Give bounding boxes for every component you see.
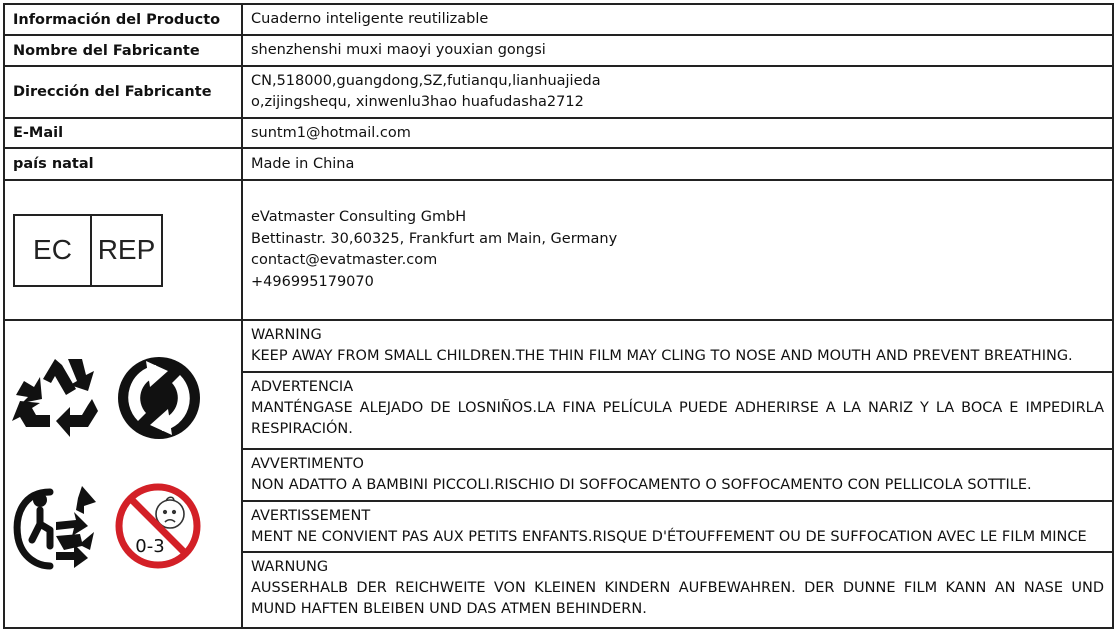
manufacturer-address: [242, 66, 1113, 118]
ec-label: EC: [15, 216, 92, 285]
product-name: Cuaderno inteligente reutilizable: [242, 4, 1113, 35]
warning-title: AVVERTIMENTO: [251, 456, 364, 472]
warning-es: [242, 372, 1113, 449]
ec-rep-cell: [4, 180, 242, 320]
warning-title: WARNING: [251, 327, 322, 343]
table-row: [4, 118, 1113, 148]
rep-email: contact@evatmaster.com: [251, 252, 438, 268]
warning-fr: [242, 501, 1113, 552]
ec-rep-symbol: [13, 214, 163, 287]
age-warning-icon: [114, 482, 202, 570]
email-value: suntm1@hotmail.com: [242, 118, 1113, 148]
warning-title: WARNUNG: [251, 559, 329, 575]
rep-phone: +496995179070: [251, 273, 374, 290]
warning-de: [242, 552, 1113, 628]
address-line: CN,518000,guangdong,SZ,futianqu,lianhuajieda: [251, 73, 601, 89]
warning-title: AVERTISSEMENT: [251, 508, 371, 524]
row-label: E-Mail: [4, 118, 242, 148]
warning-text: NON ADATTO A BAMBINI PICCOLI.RISCHIO DI SOFFOCAMENTO O SOFFOCAMENTO CON PELLICOLA SOTTILE.: [251, 477, 1032, 493]
warning-text: MENT NE CONVIENT PAS AUX PETITS ENFANTS.RISQUE D'ÉTOUFFEMENT OU DE SUFFOCATION AVEC LE FILM MINCE: [251, 529, 1087, 545]
recycling-icon: [10, 355, 100, 439]
warning-title: ADVERTENCIA: [251, 379, 354, 395]
row-label: Dirección del Fabricante: [4, 66, 242, 118]
address-line: o,zijingshequ, xinwenlu3hao huafudasha2712: [251, 94, 584, 110]
warning-it: [242, 449, 1113, 501]
age-range-label: 0-3: [135, 536, 165, 557]
warning-text: MANTÉNGASE ALEJADO DE LOSNIÑOS.LA FINA PELÍCULA PUEDE ADHERIRSE A LA NARIZ Y LA BOCA E IMPEDIRLA RESPIRACIÓN.: [251, 400, 1104, 437]
table-row: [4, 35, 1113, 66]
warning-en: [242, 320, 1113, 372]
row-label: país natal: [4, 148, 242, 180]
country-value: Made in China: [242, 148, 1113, 180]
warning-text: KEEP AWAY FROM SMALL CHILDREN.THE THIN FILM MAY CLING TO NOSE AND MOUTH AND PREVENT BREATHING.: [251, 348, 1073, 364]
table-row: [4, 148, 1113, 180]
rep-company: eVatmaster Consulting GmbH: [251, 209, 467, 225]
row-label: Nombre del Fabricante: [4, 35, 242, 66]
row-label: Información del Producto: [4, 4, 242, 35]
table-row: [4, 4, 1113, 35]
manufacturer-name: shenzhenshi muxi maoyi youxian gongsi: [242, 35, 1113, 66]
table-row: [4, 66, 1113, 118]
rep-address: Bettinastr. 30,60325, Frankfurt am Main, Germany: [251, 230, 618, 247]
table-row: [4, 180, 1113, 320]
warning-text: AUSSERHALB DER REICHWEITE VON KLEINEN KINDERN AUFBEWAHREN. DER DUNNE FILM KANN AN NASE UND MUND HAFTEN BLEIBEN UND DAS ATMEN BEHINDERN.: [251, 580, 1104, 617]
green-dot-icon: [116, 355, 202, 441]
triman-icon: [10, 480, 102, 570]
rep-label: REP: [97, 234, 156, 265]
ec-rep-info: [242, 180, 1113, 320]
